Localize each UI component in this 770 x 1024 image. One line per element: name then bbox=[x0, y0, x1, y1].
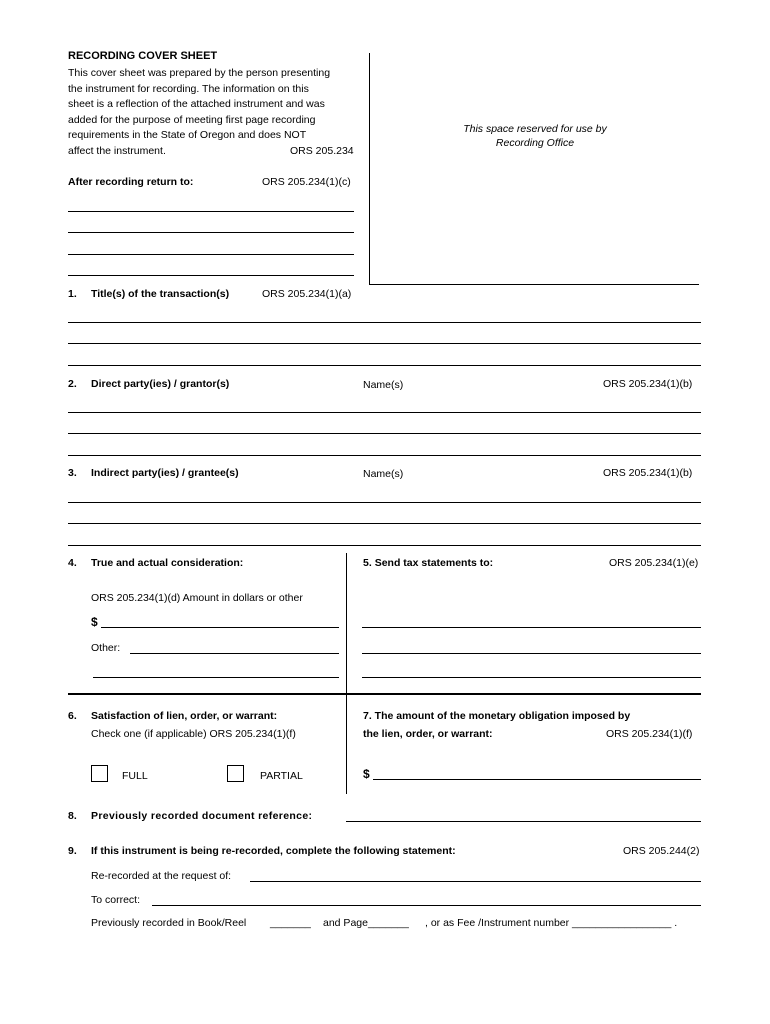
to-correct-line[interactable] bbox=[152, 905, 701, 906]
intro-ors: ORS 205.234 bbox=[290, 145, 354, 157]
consideration-other-line[interactable] bbox=[130, 653, 339, 654]
page-label: and Page_______ bbox=[323, 917, 409, 929]
grantee-line-1[interactable] bbox=[68, 502, 701, 503]
return-label: After recording return to: bbox=[68, 176, 194, 188]
section1-ors: ORS 205.234(1)(a) bbox=[262, 288, 352, 300]
section9-label: If this instrument is being re-recorded, complete the following statement: bbox=[91, 845, 456, 857]
fee-instrument-label: , or as Fee /Instrument number _________________ . bbox=[425, 917, 678, 929]
section5-label bbox=[363, 556, 493, 570]
section6-check-text: Check one (if applicable) ORS 205.234(1)(f) bbox=[91, 728, 296, 740]
section4-other-label: Other: bbox=[91, 642, 121, 654]
section4-ors: ORS 205.234(1)(d) Amount in dollars or other bbox=[91, 592, 303, 604]
reserved-box-bottom-border bbox=[369, 284, 699, 285]
grantee-line-2[interactable] bbox=[68, 523, 701, 524]
section6-label: Satisfaction of lien, order, or warrant: bbox=[91, 710, 278, 722]
section9-number: 9. bbox=[68, 845, 77, 857]
tax-statement-line-2[interactable] bbox=[362, 653, 701, 654]
section5-number: 5. bbox=[363, 557, 372, 569]
section3-ors: ORS 205.234(1)(b) bbox=[603, 467, 693, 479]
section5-title: Send tax statements to: bbox=[374, 557, 494, 569]
grantor-line-3[interactable] bbox=[68, 455, 701, 456]
section2-number: 2. bbox=[68, 378, 77, 390]
intro-line: requirements in the State of Oregon and does NOT bbox=[68, 129, 307, 141]
section3-number: 3. bbox=[68, 467, 77, 479]
grantee-line-3[interactable] bbox=[68, 545, 701, 546]
section4-dollar-sign: $ bbox=[91, 615, 98, 629]
title-line-3[interactable] bbox=[68, 365, 701, 366]
intro-line: added for the purpose of meeting first page recording bbox=[68, 113, 316, 126]
section7-dollar-sign: $ bbox=[363, 767, 370, 781]
tax-statement-line-1[interactable] bbox=[362, 627, 701, 628]
section4-label: True and actual consideration: bbox=[91, 557, 244, 569]
consideration-amount-line[interactable] bbox=[101, 627, 339, 628]
section8-number: 8. bbox=[68, 810, 77, 822]
section3-label: Indirect party(ies) / grantee(s) bbox=[91, 467, 239, 479]
section9-ors: ORS 205.244(2) bbox=[623, 845, 700, 857]
document-reference-line[interactable] bbox=[346, 821, 701, 822]
section5-ors: ORS 205.234(1)(e) bbox=[609, 557, 699, 569]
section-4-5-divider bbox=[346, 553, 347, 695]
section8-label: Previously recorded document reference: bbox=[91, 810, 313, 822]
rerecorded-label: Re-recorded at the request of: bbox=[91, 870, 232, 882]
reserved-box-left-border bbox=[369, 53, 370, 285]
full-label: FULL bbox=[122, 770, 148, 782]
return-line-2[interactable] bbox=[68, 232, 354, 233]
to-correct-label: To correct: bbox=[91, 894, 141, 906]
section7-label-line2: the lien, order, or warrant: bbox=[363, 728, 493, 740]
section3-names-label: Name(s) bbox=[363, 468, 404, 480]
form-title: RECORDING COVER SHEET bbox=[68, 50, 218, 62]
section7-label-line1: 7. The amount of the monetary obligation imposed by bbox=[363, 710, 631, 722]
section-6-7-divider bbox=[346, 695, 347, 794]
monetary-obligation-line[interactable] bbox=[373, 779, 701, 780]
section1-number: 1. bbox=[68, 288, 77, 300]
full-checkbox[interactable] bbox=[91, 765, 108, 782]
reserved-line: Recording Office bbox=[495, 137, 575, 149]
title-line-1[interactable] bbox=[68, 322, 701, 323]
reserved-space-note bbox=[370, 122, 700, 150]
section6-number: 6. bbox=[68, 710, 77, 722]
section2-label: Direct party(ies) / grantor(s) bbox=[91, 378, 230, 390]
reserved-line: This space reserved for use by bbox=[463, 123, 607, 135]
intro-line: sheet is a reflection of the attached instrument and was bbox=[68, 98, 325, 110]
tax-statement-line-3[interactable] bbox=[362, 677, 701, 678]
partial-label: PARTIAL bbox=[260, 770, 303, 782]
rerecorded-line[interactable] bbox=[250, 881, 701, 882]
intro-line: affect the instrument. bbox=[68, 144, 166, 157]
consideration-extra-line[interactable] bbox=[93, 677, 339, 678]
book-reel-blank[interactable]: _______ bbox=[270, 917, 311, 929]
section4-number: 4. bbox=[68, 557, 77, 569]
grantor-line-1[interactable] bbox=[68, 412, 701, 413]
book-reel-label: Previously recorded in Book/Reel bbox=[91, 917, 247, 929]
intro-line: the instrument for recording. The information on this bbox=[68, 82, 309, 95]
grantor-line-2[interactable] bbox=[68, 433, 701, 434]
intro-line: This cover sheet was prepared by the person presenting bbox=[68, 67, 331, 79]
section2-ors: ORS 205.234(1)(b) bbox=[603, 378, 693, 390]
section-divider bbox=[68, 693, 701, 695]
section7-ors: ORS 205.234(1)(f) bbox=[606, 728, 693, 740]
return-line-4[interactable] bbox=[68, 275, 354, 276]
partial-checkbox[interactable] bbox=[227, 765, 244, 782]
title-line-2[interactable] bbox=[68, 343, 701, 344]
return-line-3[interactable] bbox=[68, 254, 354, 255]
section1-label: Title(s) of the transaction(s) bbox=[91, 288, 230, 300]
return-ors: ORS 205.234(1)(c) bbox=[262, 176, 351, 188]
return-line-1[interactable] bbox=[68, 211, 354, 212]
section2-names-label: Name(s) bbox=[363, 379, 404, 391]
